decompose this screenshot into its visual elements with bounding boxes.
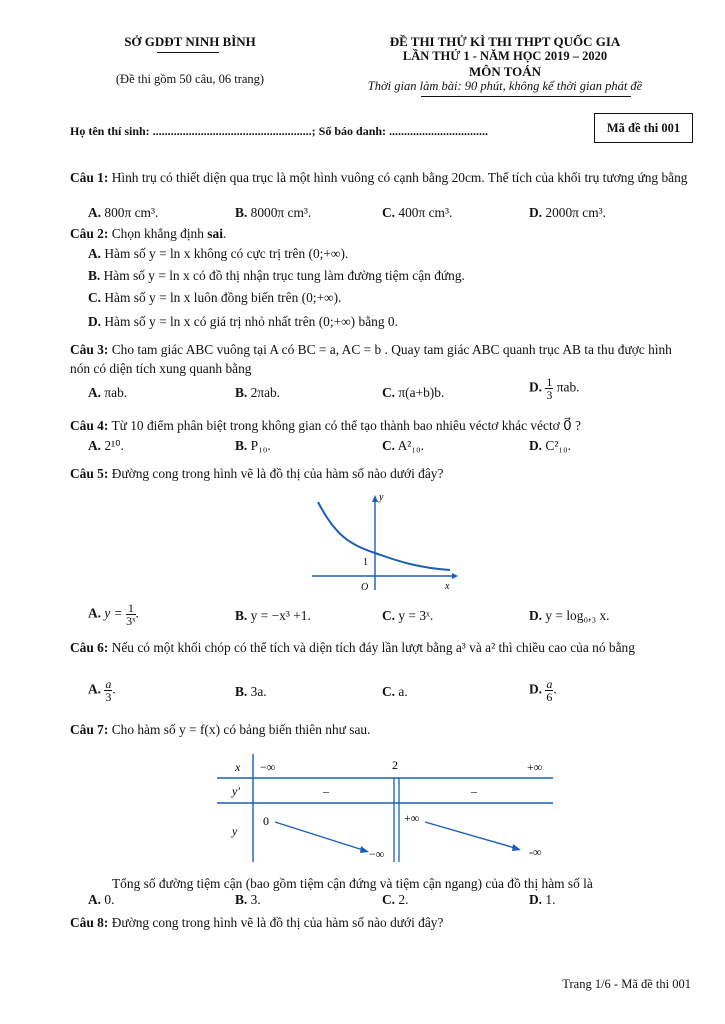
table-yp-right: – xyxy=(471,784,477,798)
q1-option-d: D. 2000π cm³. xyxy=(529,205,607,220)
q5-graph xyxy=(300,490,460,595)
question-3: Câu 3: Cho tam giác ABC vuông tại A có BC = a, AC = b . Quay tam giác ABC quanh trục AB ta thu được hình nón có diện tích xung quanh bằng xyxy=(70,342,672,376)
dept-name: SỞ GDĐT NINH BÌNH xyxy=(124,34,256,49)
table-y-label: y xyxy=(232,824,238,838)
origin-label: O xyxy=(361,582,369,593)
q6-option-c: C. a. xyxy=(382,684,408,699)
question-2: Câu 2: Chọn khẳng định sai. xyxy=(70,226,227,241)
q5-curve xyxy=(318,502,450,570)
variation-table xyxy=(215,752,555,867)
q7-summary: Tổng số đường tiệm cận (bao gồm tiệm cận đứng và tiệm cận ngang) của đồ thị hàm số là xyxy=(112,876,593,891)
q3-option-a: A. πab. xyxy=(88,385,128,400)
table-x-right: +∞ xyxy=(527,760,543,774)
q3-option-b: B. 2πab. xyxy=(235,385,281,400)
exam-round: LẦN THỨ 1 - NĂM HỌC 2019 – 2020 xyxy=(402,49,608,63)
y-label: y xyxy=(379,492,384,503)
x-axis-arrow xyxy=(452,573,458,579)
exam-time: Thời gian làm bài: 90 phút, không kể thời gian phát đề xyxy=(367,79,643,93)
q7-option-d: D. 1. xyxy=(529,892,556,907)
q3-option-d: D. $\frac{1}{3}$ πab. xyxy=(529,375,580,402)
q1-label: Câu 1: xyxy=(70,170,109,185)
time-underline xyxy=(421,96,631,97)
question-8: Câu 8: Đường cong trong hình vẽ là đồ thị của hàm số nào dưới đây? xyxy=(70,915,444,930)
pages-note: (Đề thi gồm 50 câu, 06 trang) xyxy=(115,72,265,86)
dept-underline xyxy=(157,52,219,53)
q1-option-a: A. 800π cm³. xyxy=(88,205,159,220)
q6-option-d: D. $\frac{a}{6}$ . xyxy=(529,677,557,704)
table-x-label: x xyxy=(235,760,241,774)
question-4: Câu 4: Từ 10 điểm phân biệt trong không gian có thể tạo thành bao nhiêu véctơ khác véctơ 0⃗ ? xyxy=(70,418,581,433)
table-x-mid: 2 xyxy=(392,758,398,772)
y-axis-arrow xyxy=(372,495,378,502)
q2-option-a: A. Hàm số y = ln x không có cực trị trên (0;+∞). xyxy=(88,246,349,261)
q2-option-c: C. Hàm số y = ln x luôn đồng biến trên (0;+∞). xyxy=(88,290,342,305)
table-y-right-end: -∞ xyxy=(529,845,542,859)
q7-option-c: C. 2. xyxy=(382,892,409,907)
tick-one-label: 1 xyxy=(363,557,368,568)
q6-option-a: A. $\frac{a}{3}$ . xyxy=(88,677,116,704)
q6-option-b: B. 3a. xyxy=(235,684,267,699)
table-x-left: −∞ xyxy=(260,760,276,774)
student-info-line: Họ tên thí sinh: .....................................................; Số báo danh: ................................. xyxy=(70,124,489,138)
table-y-start: 0 xyxy=(263,814,269,828)
table-yp-left: – xyxy=(323,784,329,798)
question-6: Câu 6: Nếu có một khối chóp có thể tích và diện tích đáy lần lượt bằng a³ và a² thì chiều cao của nó bằng xyxy=(70,640,635,655)
q5-option-d: D. y = log₀,₃ x. xyxy=(529,608,610,623)
q2-option-d: D. Hàm số y = ln x có giá trị nhỏ nhất trên (0;+∞) bằng 0. xyxy=(88,314,398,329)
q7-option-a: A. 0. xyxy=(88,892,115,907)
q7-option-b: B. 3. xyxy=(235,892,261,907)
q5-option-c: C. y = 3ˣ. xyxy=(382,608,434,623)
table-y-right-start: +∞ xyxy=(404,811,420,825)
exam-code-box: Mã đề thi 001 xyxy=(594,113,693,143)
q1-text: Hình trụ có thiết diện qua trục là một hình vuông có cạnh bằng 20cm. Thể tích của khối trụ tương ứng bằng xyxy=(111,170,688,185)
q1-option-b: B. 8000π cm³. xyxy=(235,205,312,220)
question-7: Câu 7: Cho hàm số y = f(x) có bảng biến thiên như sau. xyxy=(70,722,371,737)
q4-option-d: D. C²₁₀. xyxy=(529,438,572,453)
q5-option-a: A. y = $\frac{1}{\text{3ˣ}}$ . xyxy=(88,601,139,628)
table-y-left-end: −∞ xyxy=(369,847,385,861)
q4-option-a: A. 2¹⁰. xyxy=(88,438,124,453)
exam-subject: MÔN TOÁN xyxy=(468,64,542,79)
page-footer: Trang 1/6 - Mã đề thi 001 xyxy=(562,977,691,991)
question-1 xyxy=(70,170,690,186)
q4-option-b: B. P₁₀. xyxy=(235,438,271,453)
question-5: Câu 5: Đường cong trong hình vẽ là đồ thị của hàm số nào dưới đây? xyxy=(70,466,444,481)
q3-option-c: C. π(a+b)b. xyxy=(382,385,445,400)
q4-option-c: C. A²₁₀. xyxy=(382,438,425,453)
q5-option-b: B. y = −x³ +1. xyxy=(235,608,311,623)
table-yp-label: y′ xyxy=(232,784,240,798)
exam-title: ĐỀ THI THỬ KÌ THI THPT QUỐC GIA xyxy=(389,34,621,49)
q2-option-b: B. Hàm số y = ln x có đồ thị nhận trục tung làm đường tiệm cận đứng. xyxy=(88,268,465,283)
x-label: x xyxy=(445,581,450,592)
q1-option-c: C. 400π cm³. xyxy=(382,205,453,220)
